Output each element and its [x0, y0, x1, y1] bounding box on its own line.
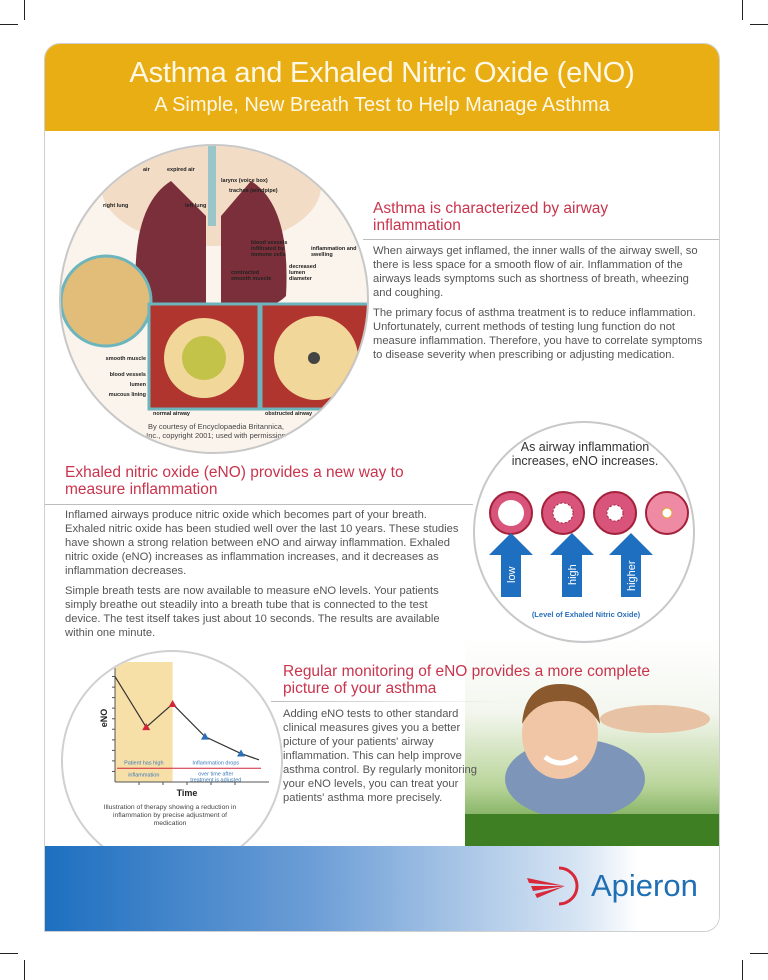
label-obstructed-airway: obstructed airway [265, 411, 313, 417]
chart-caption: Illustration of therapy showing a reduction in inflammation by precise adjustment of medication [103, 804, 237, 827]
airway-cross-section-icon [646, 492, 688, 534]
crop-mark [750, 24, 768, 25]
label-inflammation: inflammation and swelling [311, 246, 357, 258]
annotation-text: Inflammation drops [192, 760, 240, 767]
apieron-logo-icon [525, 864, 585, 908]
section-heading-airway-inflammation: Asthma is characterized by airway inflammation [373, 200, 609, 234]
eno-chart-circle [61, 650, 283, 872]
paragraph: Inflamed airways produce nitric oxide which becomes part of your breath. Exhaled nitric oxide has been studied well over the last 10 years. These studies have shown a strong relation between eNO and airway inflammation. Exhaled nitric oxide (eNO) increases as inflammation increases, and it decreases as inflammation decreases. [65, 509, 459, 577]
airway-eno-graphic [473, 421, 695, 643]
label-mucous-lining: mucous lining [108, 392, 146, 398]
footer-band [45, 846, 719, 932]
airway-levels-svg [475, 423, 695, 643]
section-body-airway-inflammation [373, 244, 708, 362]
airway-cross-section-icon [490, 492, 532, 534]
label-lumen: lumen [129, 382, 146, 388]
paragraph: The primary focus of asthma treatment is to reduce inflammation. Unfortunately, current methods of testing lung function do not measure inflammation. Therefore, you have to correlate symptoms to disease severity when prescribing or adjusting medication. [373, 307, 703, 361]
crop-mark [24, 0, 25, 20]
label-air: air [143, 167, 150, 173]
level-high-label: high [567, 564, 579, 585]
divider [363, 239, 720, 240]
label-contracted-muscle: contracted smooth muscle [231, 270, 272, 282]
label-blood-vessels-infiltrated: blood vessels infiltrated by immune cells [251, 240, 288, 258]
paragraph: Adding eNO tests to other standard clinical measures gives you a better picture of your patients' airway inflammation. This can help improve asthma control. By regularly monitoring your eNO levels, you can treat your patients' asthma more precisely. [283, 708, 478, 804]
paragraph: When airways get inflamed, the inner walls of the airway swell, so there is less space for a smooth flow of air. Inflammation of the airways leads symptoms such as shortness of breath, wheezing and coughing. [373, 245, 698, 299]
divider [45, 504, 473, 505]
label-trachea: trachea (windpipe) [229, 188, 278, 194]
level-low-label: low [506, 566, 518, 583]
lung-illustration-caption: By courtesy of Encyclopaedia Britannica, Inc., copyright 2001; used with permission [146, 422, 286, 440]
header-banner [45, 44, 719, 131]
lung-illustration-circle [59, 144, 369, 454]
data-point-marker [237, 750, 245, 757]
arrow-up-icon [489, 533, 533, 597]
airway-graphic-caption: (Level of Exhaled Nitric Oxide) [531, 610, 641, 619]
label-normal-airway: normal airway [153, 411, 190, 417]
crop-mark [742, 960, 743, 980]
crop-mark [0, 953, 18, 954]
label-decreased-lumen: decreased lumen diameter [289, 264, 317, 282]
label-larynx: larynx (voice box) [221, 178, 268, 184]
crop-mark [24, 960, 25, 980]
annotation-text: inflammation [128, 772, 160, 779]
x-axis-label: Time [176, 788, 198, 798]
crop-mark [0, 24, 18, 25]
section-body-eno-measure [65, 508, 463, 640]
lung-illustration [61, 146, 369, 454]
divider [271, 701, 511, 702]
y-axis-label: eNO [99, 708, 109, 728]
brand-name: Apieron [591, 868, 698, 903]
label-blood-vessels: blood vessels [109, 372, 146, 378]
section-body-monitoring [283, 707, 495, 805]
annotation-text: Patient has high [124, 760, 164, 767]
airway-cross-section-icon [594, 492, 636, 534]
label-smooth-muscle: smooth muscle [105, 356, 146, 362]
flyer-page [44, 43, 720, 932]
level-higher-label: higher [626, 560, 638, 591]
paragraph: Simple breath tests are now available to measure eNO levels. Your patients simply breathe out steadily into a breath tube that is connected to the test device. The test itself takes just about 10 seconds. The results are available within one minute. [65, 585, 440, 639]
annotation-text: over time after [198, 771, 234, 778]
label-left-lung: left lung [185, 203, 207, 209]
label-right-lung: right lung [103, 203, 129, 209]
eno-line-chart [63, 652, 283, 872]
airway-cross-section-icon [542, 492, 584, 534]
annotation-text: treatment is adjusted [190, 777, 242, 784]
crop-mark [750, 953, 768, 954]
page-subtitle: A Simple, New Breath Test to Help Manage Asthma [154, 94, 610, 116]
apieron-logo [525, 864, 698, 908]
section-heading-eno-measure: Exhaled nitric oxide (eNO) provides a new way to measure inflammation [65, 464, 404, 498]
section-heading-monitoring: Regular monitoring of eNO provides a more complete picture of your asthma [283, 663, 651, 697]
label-expired-air: expired air [167, 167, 195, 173]
page-title: Asthma and Exhaled Nitric Oxide (eNO) [129, 57, 635, 89]
airway-graphic-title: As airway inflammation increases, eNO increases. [511, 440, 659, 468]
crop-mark [742, 0, 743, 20]
